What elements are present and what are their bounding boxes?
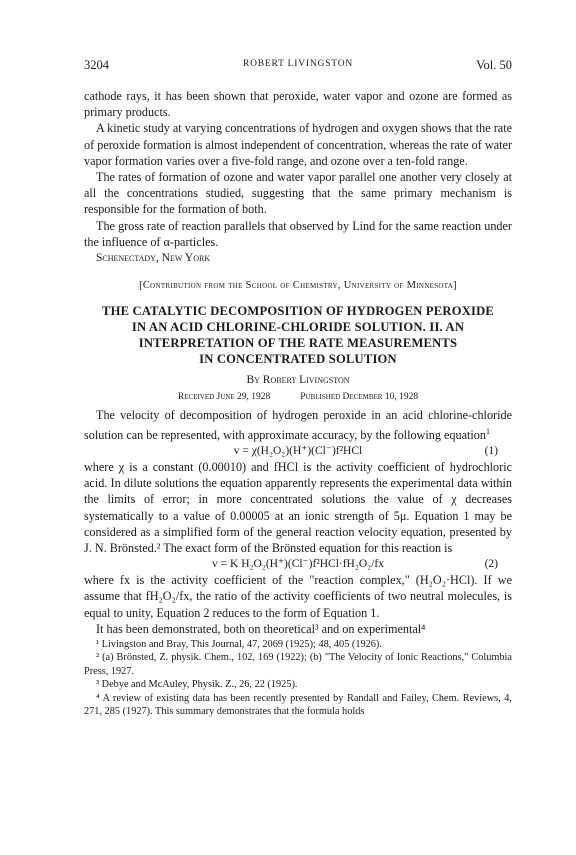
equation-text: v = χ(H₂O₂)(H⁺)(Cl⁻)f²HCl — [233, 444, 363, 457]
institution-line: [Contribution from the School of Chemistry, University of Minnesota] — [139, 280, 457, 292]
equation-number: (2) — [484, 558, 498, 571]
published-date: Published December 10, 1928 — [300, 392, 419, 403]
received-date: Received June 29, 1928 — [177, 392, 271, 403]
page-body — [84, 88, 512, 719]
equation-2 — [84, 556, 512, 572]
running-head: ROBERT LIVINGSTON — [242, 59, 354, 69]
footnotes — [84, 638, 512, 719]
footnote: ¹ Livingston and Bray, This Journal, 47, 2069 (1925); 48, 405 (1926). — [96, 638, 382, 650]
page-header — [84, 58, 512, 74]
title-line: IN AN ACID CHLORINE-CHLORIDE SOLUTION. II. AN — [131, 320, 465, 335]
byline: By Robert Livingston — [246, 374, 350, 387]
prev-article-paragraph: cathode rays, it has been shown that peroxide, water vapor and ozone are formed as primary products. — [84, 89, 512, 120]
article-title — [84, 303, 512, 367]
equation-number: (1) — [484, 444, 498, 457]
volume-label: Vol. 50 — [476, 58, 512, 72]
prev-article-paragraph: A kinetic study at varying concentrations of hydrogen and oxygen shows that the rate of peroxide formation is almost independent of concentration, whereas the rate of water vapor formation varies over a five-fold range, and ozone over a ten-fold range. — [84, 121, 512, 168]
prev-article-place: Schenectady, New York — [96, 252, 211, 265]
article-paragraph: where χ is a constant (0.00010) and fHCl is the activity coefficient of hydrochloric acid. In dilute solutions the equation apparently represents the experimental data within the limits of error; in more concentrated solutions the value of χ decreases systematically to a value of 0.00005 at an ionic strength of 5μ. Equation 1 may be considered as a simplified form of the general reaction velocity equation, presented by J. N. Brönsted.² The exact form of the Brönsted equation for this reaction is — [84, 459, 512, 555]
title-line: THE CATALYTIC DECOMPOSITION OF HYDROGEN PEROXIDE — [101, 304, 494, 319]
prev-article-paragraph: The gross rate of reaction parallels that observed by Lind for the same reaction under the influence of α-particles. — [84, 218, 512, 249]
footnote-ref: 1 — [485, 426, 490, 436]
paragraph-text: The velocity of decomposition of hydrogen peroxide in an acid chlorine-chloride solution can be represented, with approximate accuracy, by the following equation — [84, 408, 512, 442]
article-paragraph: where fx is the activity coefficient of the "reaction complex," (H₂O₂·HCl). If we assume that fH₂O₂/fx, the ratio of the activity coefficients of two neutral molecules, is equal to unity, Equation 2 reduces to the form of Equation 1. — [84, 573, 512, 620]
footnote: ⁴ A review of existing data has been recently presented by Randall and Failey, Chem. Reviews, 4, 271, 285 (1927). This summary demonstrates that the formula holds — [84, 692, 512, 718]
prev-article-paragraph: The rates of formation of ozone and water vapor parallel one another very closely at all the concentrations studied, suggesting that the same primary mechanism is responsible for the formation of both. — [84, 170, 512, 217]
footnote: ³ Debye and McAuley, Physik. Z., 26, 22 (1925). — [96, 679, 298, 691]
title-line: INTERPRETATION OF THE RATE MEASUREMENTS — [138, 336, 458, 351]
article-paragraph — [84, 407, 512, 442]
equation-1 — [84, 443, 512, 459]
page-number: 3204 — [84, 58, 109, 72]
title-line: IN CONCENTRATED SOLUTION — [199, 352, 397, 367]
equation-text: v = K H₂O₂(H⁺)(Cl⁻)f²HCl·fH₂O₂/fx — [212, 558, 384, 571]
footnote: ² (a) Brönsted, Z. physik. Chem., 102, 169 (1922); (b) "The Velocity of Ionic Reactions," Columbia Press, 1927. — [84, 652, 512, 677]
article-paragraph: It has been demonstrated, both on theoretical³ and on experimental⁴ — [96, 621, 426, 636]
dates-line — [84, 391, 512, 404]
